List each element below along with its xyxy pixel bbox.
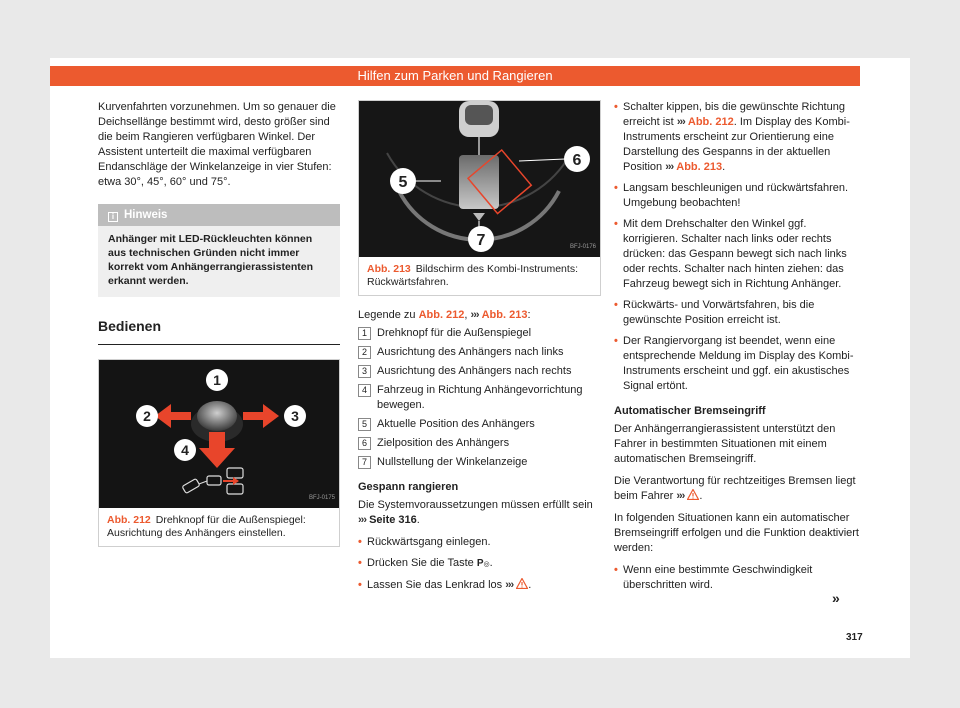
page-header: Hilfen zum Parken und Rangieren	[50, 66, 860, 86]
section-title: Bedienen	[98, 319, 340, 345]
callout-3: 3	[291, 408, 299, 424]
intro-paragraph: Kurvenfahrten vorzunehmen. Um so genauer die Deichsellänge bestimmt wird, desto größer sind die beim Rangieren verfügbaren Winkel. Der Assistent unterteilt die maximal verfügbaren Endanschläge der Winkelanzeige in vier Stufen: etwa 30°, 45°, 60° und 75°.	[98, 101, 336, 188]
column-middle	[358, 100, 601, 599]
bullet-item	[358, 578, 601, 593]
ref-arrows: ›››	[505, 579, 514, 591]
figure-ref-213-link[interactable]: Abb. 213	[676, 161, 723, 173]
warning-icon[interactable]	[687, 489, 699, 500]
figure-number: Abb. 212	[107, 514, 151, 526]
figure-212-image	[99, 360, 339, 508]
bullet-item	[614, 100, 860, 175]
legend-item	[358, 417, 601, 432]
legend-sep: ,	[464, 309, 468, 321]
trailer-current-icon	[459, 155, 499, 209]
note-text: Anhänger mit LED-Rückleuchten können aus technischen Gründen nicht immer korrekt vom Anhängerrangierassistenten erkannt werden.	[108, 233, 314, 287]
legend-ref-212-link[interactable]: Abb. 212	[418, 309, 465, 321]
callout-7: 7	[476, 232, 486, 249]
figure-212	[98, 359, 340, 547]
legend-text: Nullstellung der Winkelanzeige	[377, 456, 528, 468]
knob-illustration	[99, 360, 339, 508]
knob	[197, 401, 237, 431]
legend-intro	[358, 308, 601, 323]
legend-suffix: :	[527, 309, 531, 321]
period: .	[722, 161, 726, 173]
note-header	[98, 204, 340, 226]
legend-item	[358, 436, 601, 451]
legend-text: Drehknopf für die Außenspiegel	[377, 327, 532, 339]
page-number: 317	[846, 632, 863, 643]
legend-number: 4	[358, 384, 371, 397]
legend-text: Zielposition des Anhängers	[377, 437, 510, 449]
period: .	[699, 490, 703, 502]
bullet-text: Lassen Sie das Lenkrad los	[367, 579, 503, 591]
figure-212-caption	[99, 508, 339, 546]
period: .	[489, 557, 493, 569]
note-title: Hinweis	[124, 209, 168, 221]
legend-number: 3	[358, 365, 371, 378]
bullet-item: • Langsam beschleunigen und rückwärtsfahren. Umgebung beobachten!	[614, 181, 860, 211]
legend-list	[358, 326, 601, 470]
subheading-gespann: Gespann rangieren	[358, 481, 459, 493]
ref-arrows: ›››	[470, 309, 479, 321]
column-left	[98, 100, 340, 547]
period: .	[416, 514, 420, 526]
bullet-text: Schalter kippen, bis die gewünschte Richtung erreicht ist	[623, 101, 845, 128]
paragraph: Der Anhängerrangierassistent unterstützt den Fahrer in bestimmten Situationen mit einem automatischen Bremseingriff.	[614, 423, 836, 465]
bullet-text: . Im Display des Kombi-Instruments erscheint zur Orientierung eine Darstellung des Gespanns in der aktuellen Position	[623, 116, 850, 173]
legend-item	[358, 326, 601, 341]
ref-arrows: ›››	[676, 116, 685, 128]
info-icon: i	[108, 212, 118, 222]
legend-item	[358, 455, 601, 470]
paragraph: In folgenden Situationen kann ein automatischer Bremseingriff erfolgen und die Funktion deaktiviert werden:	[614, 512, 859, 554]
legend-item	[358, 364, 601, 379]
legend-number: 2	[358, 346, 371, 359]
legend-ref-213-link[interactable]: Abb. 213	[481, 309, 528, 321]
legend-item	[358, 383, 601, 413]
callout-1: 1	[213, 372, 221, 388]
callout-2: 2	[143, 408, 151, 424]
figure-213-image	[359, 101, 600, 257]
legend-prefix: Legende zu	[358, 309, 416, 321]
legend-text: Fahrzeug in Richtung Anhängevorrichtung bewegen.	[377, 384, 583, 411]
paragraph-text: Die Verantwortung für rechtzeitiges Bremsen liegt beim Fahrer	[614, 475, 856, 502]
bullet-item: • Wenn eine bestimmte Geschwindigkeit überschritten wird.	[614, 563, 860, 593]
legend-item	[358, 345, 601, 360]
page-ref-link[interactable]: Seite 316	[369, 514, 417, 526]
bullet-item: • Der Rangiervorgang ist beendet, wenn eine entsprechende Meldung im Display des Kombi-Instruments erscheint und ggf. ein akustisches Signal ertönt.	[614, 334, 860, 394]
ref-arrows: ›››	[676, 490, 685, 502]
ref-arrows: ›››	[358, 514, 366, 526]
requirements-paragraph	[358, 498, 601, 528]
bullet-item: • Rückwärtsgang einlegen.	[358, 535, 601, 550]
figure-213	[358, 100, 601, 296]
legend-number: 7	[358, 456, 371, 469]
bullet-item: • Rückwärts- und Vorwärtsfahren, bis die gewünschte Position erreicht ist.	[614, 298, 860, 328]
paragraph	[614, 474, 860, 504]
subheading-bremseingriff: Automatischer Bremseingriff	[614, 405, 766, 417]
ref-arrows: ›››	[665, 161, 674, 173]
figure-code: BFJ-0176	[569, 244, 596, 250]
figure-213-caption	[359, 257, 600, 295]
figure-code: BFJ-0175	[308, 495, 335, 501]
figure-caption-text: Bildschirm des Kombi-Instruments: Rückwärtsfahren.	[367, 263, 578, 288]
note-box	[98, 204, 340, 297]
legend-text: Aktuelle Position des Anhängers	[377, 418, 535, 430]
period: .	[528, 579, 532, 591]
figure-caption-text: Drehknopf für die Außenspiegel: Ausrichtung des Anhängers einstellen.	[107, 514, 306, 539]
callout-5: 5	[398, 174, 408, 191]
legend-text: Ausrichtung des Anhängers nach links	[377, 346, 564, 358]
figure-ref-212-link[interactable]: Abb. 212	[687, 116, 734, 128]
bullet-item: • Mit dem Drehschalter den Winkel ggf. korrigieren. Schalter nach links oder rechts drücken: das Gespann bewegt sich nach links oder rechts. Schalter nach hinten ziehen: das Fahrzeug bewegt sich in Richtung Anhänger.	[614, 217, 860, 292]
callout-6: 6	[572, 152, 582, 169]
callout-4: 4	[181, 442, 189, 458]
warning-icon[interactable]	[516, 578, 528, 589]
figure-number: Abb. 213	[367, 263, 411, 275]
column-right	[614, 100, 860, 599]
bullet-item	[358, 556, 601, 572]
legend-number: 6	[358, 437, 371, 450]
legend-text: Ausrichtung des Anhängers nach rechts	[377, 365, 572, 377]
continue-marker: »	[832, 590, 840, 606]
bullet-text: Drücken Sie die Taste	[367, 557, 474, 569]
legend-number: 1	[358, 327, 371, 340]
requirements-text: Die Systemvoraussetzungen müssen erfüllt sein	[358, 499, 593, 511]
display-illustration	[359, 101, 600, 257]
legend-number: 5	[358, 418, 371, 431]
key-label: P	[476, 558, 484, 569]
parking-key-icon: P◎	[476, 558, 490, 569]
